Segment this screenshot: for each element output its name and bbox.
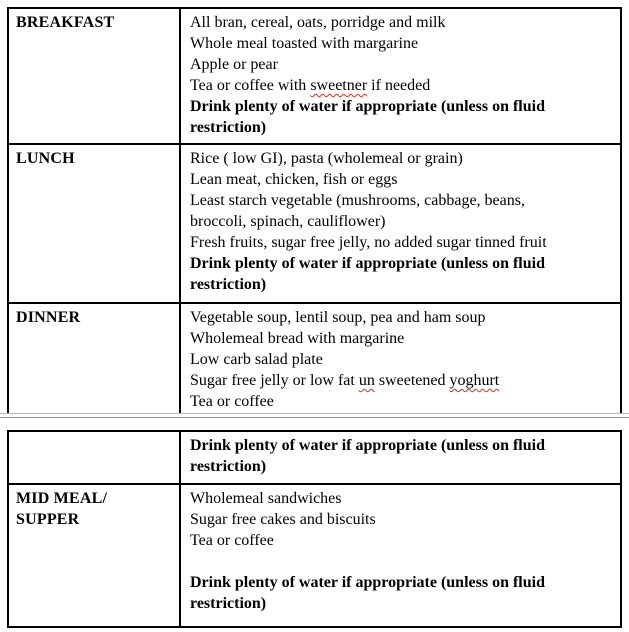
misspelled-word: yoghurt: [449, 372, 500, 389]
meal-item-line: [190, 12, 610, 33]
meal-item-line: [190, 328, 610, 349]
meal-content-cell: [181, 485, 620, 626]
meal-item-line: [190, 274, 610, 295]
meal-item-line: [190, 456, 610, 477]
meal-label: SUPPER: [16, 511, 80, 528]
text-segment: if needed: [367, 77, 431, 94]
text-segment: Drink plenty of water if appropriate (unless on fluid: [190, 255, 545, 272]
meal-item-line: [190, 572, 610, 593]
meal-item-line: [190, 148, 610, 169]
text-segment: Drink plenty of water if appropriate (unless on fluid: [190, 98, 545, 115]
meal-item-line: [190, 391, 610, 412]
table-row: [9, 9, 620, 145]
table-row: [9, 485, 620, 626]
meal-item-line: [190, 232, 610, 253]
text-segment: restriction): [190, 458, 267, 475]
meal-content-cell: [181, 9, 620, 143]
meal-label: LUNCH: [16, 150, 75, 167]
text-segment: restriction): [190, 276, 267, 293]
meal-table-bottom: [7, 430, 622, 628]
meal-label: BREAKFAST: [16, 14, 115, 31]
text-segment: Wholemeal bread with margarine: [190, 330, 405, 347]
text-segment: Tea or coffee: [190, 532, 274, 549]
meal-item-line: [190, 370, 610, 391]
meal-table-top: [7, 7, 622, 417]
text-segment: broccoli, spinach, cauliflower): [190, 213, 386, 230]
meal-item-line: [190, 349, 610, 370]
meal-item-line: [190, 117, 610, 138]
text-segment: Sugar free jelly or low fat: [190, 372, 359, 389]
meal-item-line: [190, 96, 610, 117]
meal-item-line: [190, 75, 610, 96]
meal-label-cell: [9, 304, 181, 415]
text-segment: sweetened: [374, 372, 450, 389]
meal-label-cell: [9, 485, 181, 626]
meal-item-line: [190, 593, 610, 614]
meal-label-cell: [9, 432, 181, 483]
text-segment: Low carb salad plate: [190, 351, 323, 368]
meal-item-line: [190, 33, 610, 54]
text-segment: Least starch vegetable (mushrooms, cabbage, beans,: [190, 192, 525, 209]
meal-content-cell: [181, 304, 620, 415]
text-segment: Tea or coffee: [190, 393, 274, 410]
text-segment: Fresh fruits, sugar free jelly, no added sugar tinned fruit: [190, 234, 547, 251]
text-segment: Apple or pear: [190, 56, 278, 73]
table-row: [9, 304, 620, 415]
text-segment: restriction): [190, 595, 267, 612]
text-segment: restriction): [190, 119, 267, 136]
text-segment: Drink plenty of water if appropriate (unless on fluid: [190, 437, 545, 454]
meal-label-cell: [9, 9, 181, 143]
text-segment: Rice ( low GI), pasta (wholemeal or grain): [190, 150, 463, 167]
text-segment: Lean meat, chicken, fish or eggs: [190, 171, 398, 188]
text-segment: Whole meal toasted with margarine: [190, 35, 419, 52]
meal-item-line: [190, 509, 610, 530]
text-segment: Vegetable soup, lentil soup, pea and ham soup: [190, 309, 486, 326]
meal-item-line: [190, 253, 610, 274]
page-break-line: [0, 413, 629, 418]
table-row: [9, 432, 620, 485]
meal-item-line: [190, 488, 610, 509]
misspelled-word: un: [358, 372, 375, 389]
text-segment: Sugar free cakes and biscuits: [190, 511, 376, 528]
meal-item-line: [190, 54, 610, 75]
meal-content-cell: [181, 145, 620, 302]
text-segment: All bran, cereal, oats, porridge and milk: [190, 14, 446, 31]
meal-item-line: [190, 169, 610, 190]
meal-item-line: [190, 190, 610, 211]
meal-content-cell: [181, 432, 620, 483]
meal-item-line: [190, 211, 610, 232]
meal-item-line: [190, 551, 610, 572]
meal-label: MID MEAL/: [16, 490, 108, 507]
meal-item-line: [190, 307, 610, 328]
meal-label-cell: [9, 145, 181, 302]
table-row: [9, 145, 620, 304]
meal-item-line: [190, 530, 610, 551]
text-segment: Drink plenty of water if appropriate (unless on fluid: [190, 574, 545, 591]
meal-label: DINNER: [16, 309, 81, 326]
misspelled-word: sweetner: [310, 77, 368, 94]
meal-item-line: [190, 435, 610, 456]
text-segment: Tea or coffee with: [190, 77, 311, 94]
text-segment: Wholemeal sandwiches: [190, 490, 342, 507]
